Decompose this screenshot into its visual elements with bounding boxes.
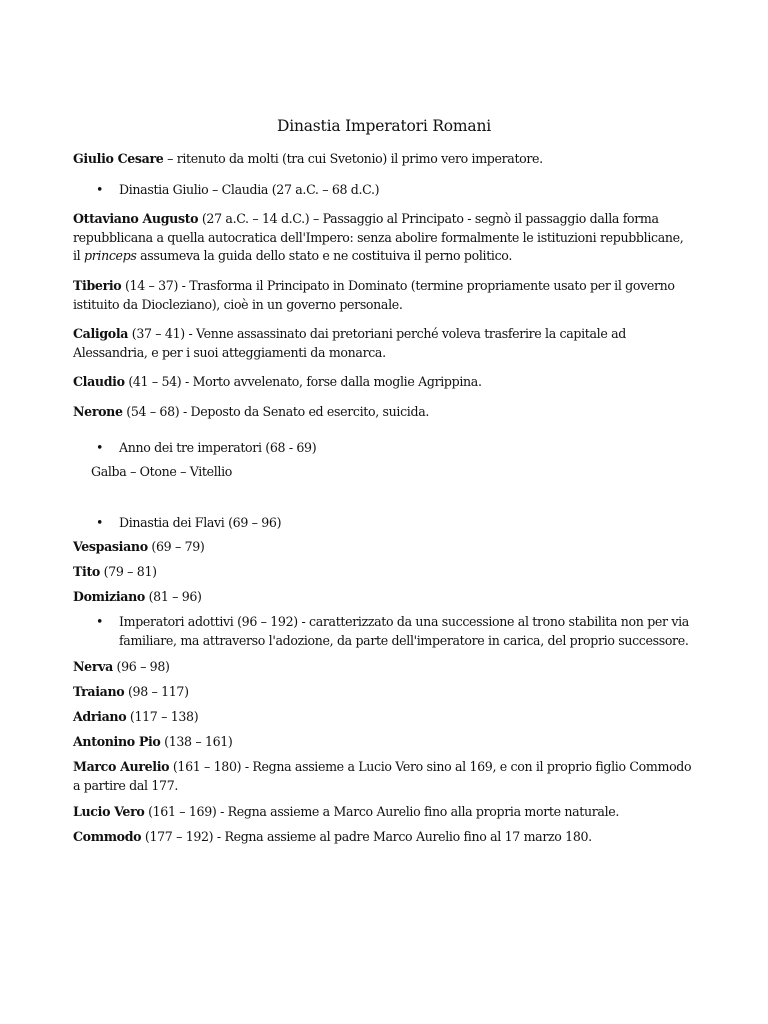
emperor-name: Domiziano <box>73 589 145 604</box>
bullet-dynasty-giulio-claudia: Dinastia Giulio – Claudia (27 a.C. – 68 d.C.) <box>119 182 380 197</box>
emperor-dates: (69 – 79) <box>147 539 205 554</box>
bullet-icon: • <box>96 440 104 455</box>
emperor-name: Tito <box>73 564 100 579</box>
paragraph-augusto <box>73 210 705 266</box>
emperor-name: Marco Aurelio <box>73 759 170 774</box>
paragraph-text: repubblicana a quella autocratica dell'Impero: senza abolire formalmente le istituzioni repubblicane, <box>73 229 684 245</box>
paragraph-text: (14 – 37) - Trasforma il Principato in Dominato (termine propriamente usato per il governo <box>121 278 675 293</box>
emperor-name: Giulio Cesare <box>73 151 164 166</box>
bullet-imperatori-adottivi <box>119 613 709 650</box>
emperor-dates: (98 – 117) <box>124 684 189 699</box>
paragraph-text: (41 – 54) - Morto avvelenato, forse dalla moglie Agrippina. <box>124 374 482 389</box>
paragraph-text: Passaggio al Principato - segnò il passaggio dalla forma <box>318 211 659 226</box>
emperor-dates: (79 – 81) <box>99 564 157 579</box>
emperor-name: Lucio Vero <box>73 804 145 819</box>
emperor-dates: (138 – 161) <box>160 734 233 749</box>
entry-vespasiano <box>73 538 705 557</box>
entry-domiziano <box>73 588 705 607</box>
emperor-name: Tiberio <box>73 278 122 293</box>
entry-tito <box>73 563 705 582</box>
bullet-dynasty-flavi: Dinastia dei Flavi (69 – 96) <box>119 515 282 530</box>
emperor-name: Claudio <box>73 374 125 389</box>
paragraph-commodo <box>73 828 705 847</box>
emperor-name: Antonino Pio <box>73 734 161 749</box>
paragraph-text: (37 – 41) - Venne assassinato dai pretoriani perché voleva trasferire la capitale ad <box>128 326 626 341</box>
paragraph-text: a partire dal 177. <box>73 777 179 793</box>
emperor-name: Caligola <box>73 326 129 341</box>
paragraph-marco-aurelio <box>73 758 705 795</box>
paragraph-text: (54 – 68) - Deposto da Senato ed esercito, suicida. <box>122 404 430 419</box>
entry-antonino-pio <box>73 733 705 752</box>
entry-adriano <box>73 708 705 727</box>
paragraph-nerone <box>73 403 705 422</box>
emperor-dates: (81 – 96) <box>144 589 202 604</box>
paragraph-text: Imperatori adottivi (96 – 192) - caratterizzato da una successione al trono stabilita non per via <box>119 614 689 629</box>
paragraph-lucio-vero <box>73 803 705 822</box>
italic-term: princeps <box>84 248 137 263</box>
paragraph-text: – ritenuto da molti (tra cui Svetonio) il primo vero imperatore. <box>163 151 543 166</box>
paragraph-giulio-cesare <box>73 150 705 169</box>
emperor-dates: (96 – 98) <box>112 659 170 674</box>
paragraph-claudio <box>73 373 705 392</box>
paragraph-text: assumeva la guida dello stato e ne costituiva il perno politico. <box>136 248 512 263</box>
paragraph-text: (161 – 169) - Regna assieme a Marco Aurelio fino alla propria morte naturale. <box>144 804 620 819</box>
emperor-name: Commodo <box>73 829 142 844</box>
bullet-icon: • <box>96 182 104 197</box>
document-title: Dinastia Imperatori Romani <box>276 117 492 135</box>
bullet-three-emperors: Anno dei tre imperatori (68 - 69) <box>119 440 317 455</box>
emperor-name: Traiano <box>73 684 125 699</box>
emperor-dates: (27 a.C. – 14 d.C.) – <box>198 211 319 226</box>
emperor-name: Ottaviano Augusto <box>73 211 199 226</box>
emperor-name: Vespasiano <box>73 539 148 554</box>
entry-nerva <box>73 658 705 677</box>
bullet-icon: • <box>96 614 104 629</box>
paragraph-text: familiare, ma attraverso l'adozione, da parte dell'imperatore in carica, del proprio successore. <box>119 632 689 648</box>
emperor-name: Adriano <box>73 709 127 724</box>
bullet-icon: • <box>96 515 104 530</box>
paragraph-caligola <box>73 325 705 362</box>
paragraph-text: Alessandria, e per i suoi atteggiamenti da monarca. <box>73 344 386 360</box>
paragraph-text: (161 – 180) - Regna assieme a Lucio Vero sino al 169, e con il proprio figlio Commodo <box>169 759 692 774</box>
paragraph-text: (177 – 192) - Regna assieme al padre Marco Aurelio fino al 17 marzo 180. <box>141 829 592 844</box>
emperor-name: Nerva <box>73 659 113 674</box>
emperor-dates: (117 – 138) <box>126 709 199 724</box>
entry-traiano <box>73 683 705 702</box>
paragraph-tiberio <box>73 277 705 314</box>
paragraph-text: istituito da Diocleziano), cioè in un governo personale. <box>73 296 403 312</box>
paragraph-text: il <box>73 248 85 263</box>
emperor-name: Nerone <box>73 404 123 419</box>
three-emperors-names: Galba – Otone – Vitellio <box>91 464 232 479</box>
